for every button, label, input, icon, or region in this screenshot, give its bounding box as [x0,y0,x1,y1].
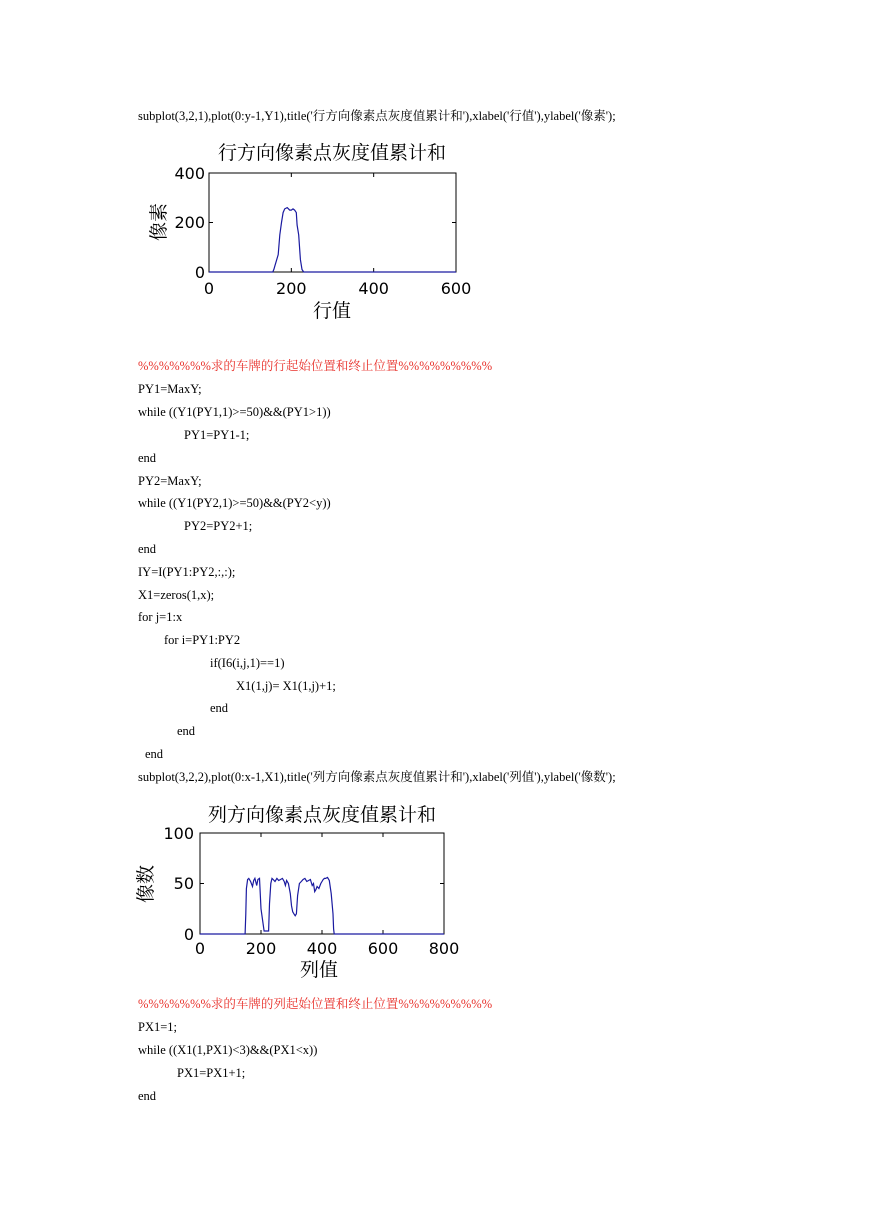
y-tick-label: 200 [174,213,205,232]
figure-row-profile [136,136,476,326]
code-line: while ((X1(1,PX1)<3)&&(PX1<x)) [138,1043,318,1057]
code-line: for i=PY1:PY2 [164,633,241,647]
code-line: end [138,1089,157,1103]
chart-row-profile [136,136,476,326]
x-tick-label: 600 [440,279,472,298]
code-line-subplot-1: subplot(3,2,1),plot(0:y-1,Y1),title('行方向像素点灰度值累计和'),xlabel('行值'),ylabel('像素'); [138,109,616,123]
y-axis-label: 像素 [148,202,170,242]
figure-column-profile [132,798,462,984]
x-tick-label: 400 [358,279,389,298]
comment-line-row-bounds: %%%%%%%求的车牌的行起始位置和终止位置%%%%%%%%% [138,359,493,373]
code-line: end [138,451,157,465]
code-line: end [145,747,164,761]
x-tick-label: 200 [276,279,307,298]
x-tick-label: 800 [428,939,460,958]
code-line: end [210,701,229,715]
code-line: PX1=1; [138,1020,178,1034]
plot-area [200,833,444,934]
x-tick-label: 0 [194,939,206,958]
code-line: PY2=MaxY; [138,474,202,488]
y-axis-label: 像数 [135,864,157,904]
chart-title: 列方向像素点灰度值累计和 [207,804,437,826]
x-axis-label: 列值 [299,959,339,981]
code-line: PY2=PY2+1; [184,519,253,533]
code-line: PY1=PY1-1; [184,428,250,442]
x-tick-label: 600 [367,939,399,958]
code-line: PX1=PX1+1; [177,1066,246,1080]
x-tick-label: 0 [203,279,215,298]
plot-area [209,173,456,272]
code-line: X1=zeros(1,x); [138,588,215,602]
y-tick-label: 400 [174,164,205,183]
x-axis-label: 行值 [312,300,352,322]
code-line: X1(1,j)= X1(1,j)+1; [236,679,336,693]
y-tick-label: 0 [183,925,194,944]
chart-title: 行方向像素点灰度值累计和 [217,142,447,164]
code-line: while ((Y1(PY1,1)>=50)&&(PY1>1)) [138,405,331,419]
code-line: for j=1:x [138,610,183,624]
code-line-subplot-2: subplot(3,2,2),plot(0:x-1,X1),title('列方向像素点灰度值累计和'),xlabel('列值'),ylabel('像数'); [138,770,616,784]
code-line: while ((Y1(PY2,1)>=50)&&(PY2<y)) [138,496,331,510]
code-line: IY=I(PY1:PY2,:,:); [138,565,236,579]
x-tick-label: 400 [306,939,338,958]
code-line: end [138,542,157,556]
code-line: end [177,724,196,738]
y-tick-label: 50 [173,874,194,893]
y-tick-label: 0 [194,263,205,282]
x-tick-label: 200 [245,939,277,958]
chart-column-profile [132,798,462,984]
code-line: PY1=MaxY; [138,382,202,396]
y-tick-label: 100 [163,824,194,843]
comment-line-column-bounds: %%%%%%%求的车牌的列起始位置和终止位置%%%%%%%%% [138,997,493,1011]
code-line: if(I6(i,j,1)==1) [210,656,285,670]
